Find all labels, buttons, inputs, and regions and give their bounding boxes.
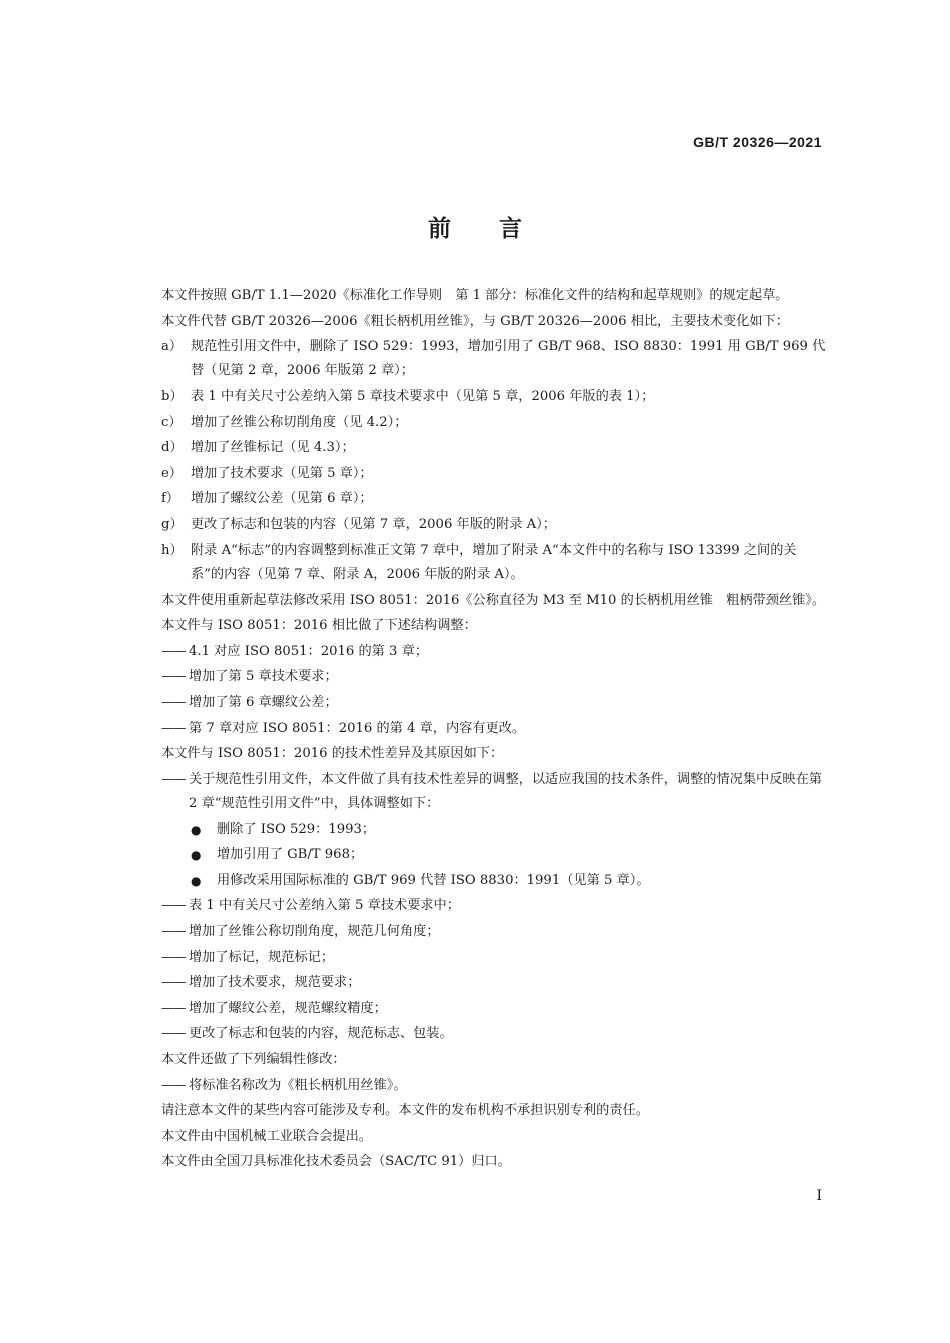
dash-marker: —— (161, 1026, 186, 1042)
structure-paragraph (161, 614, 826, 638)
list-item (161, 971, 826, 995)
list-item (161, 997, 826, 1021)
bullet-text: 用修改采用国际标准的 GB/T 969 代替 ISO 8830：1991（见第 5 章）。 (217, 872, 650, 888)
list-marker: b） (161, 389, 183, 405)
list-item (161, 946, 826, 970)
dash-marker: —— (161, 898, 186, 914)
list-item (161, 487, 826, 511)
bullet-icon: ● (191, 822, 202, 837)
list-item (161, 665, 826, 689)
list-item (161, 717, 826, 741)
list-item-text: 增加了螺纹公差（见第 6 章）； (191, 491, 373, 507)
standard-code: GB/T 20326—2021 (693, 134, 822, 150)
list-item (161, 768, 826, 817)
list-marker: f） (161, 491, 180, 507)
list-item-text: 4.1 对应 ISO 8051：2016 的第 3 章； (189, 643, 429, 659)
intro-paragraph (161, 284, 826, 308)
list-item-text: 更改了标志和包装的内容，规范标志、包装。 (189, 1026, 453, 1042)
bullet-item (161, 818, 826, 842)
dash-marker: —— (161, 771, 186, 787)
list-item (161, 436, 826, 460)
bullet-text: 删除了 ISO 529：1993； (217, 821, 376, 837)
tech-diff-paragraph (161, 742, 826, 766)
list-marker: a） (161, 339, 183, 355)
list-item-text: 表 1 中有关尺寸公差纳入第 5 章技术要求中； (189, 898, 460, 914)
dash-marker: —— (161, 669, 186, 685)
list-marker: h） (161, 542, 183, 558)
bullet-icon: ● (191, 848, 202, 863)
list-item (161, 385, 826, 409)
list-item-text: 第 7 章对应 ISO 8051：2016 的第 4 章，内容有更改。 (189, 720, 526, 736)
paragraph-text: 本文件按照 GB/T 1.1—2020《标准化工作导则 第 1 部分：标准化文件的结构和起草规则》的规定起草。 (161, 288, 789, 303)
list-marker: g） (161, 517, 183, 533)
list-item (161, 920, 826, 944)
list-item-text: 附录 A“标志”的内容调整到标准正文第 7 章中，增加了附录 A“本文件中的名称与 ISO 13399 之间的关系”的内容（见第 7 章、附录 A，2006 年版的附录 A）。 (191, 542, 797, 582)
list-item-text: 增加了丝锥标记（见 4.3）； (191, 440, 355, 456)
list-item-text: 表 1 中有关尺寸公差纳入第 5 章技术要求中（见第 5 章，2006 年版的表 1）； (191, 389, 655, 405)
paragraph-text: 本文件使用重新起草法修改采用 ISO 8051：2016《公称直径为 M3 至 M10 的长柄机用丝锥 粗柄带颈丝锥》。 (161, 592, 826, 608)
bullet-icon: ● (191, 873, 202, 888)
adoption-paragraph (161, 589, 826, 613)
list-marker: c） (161, 414, 182, 430)
list-item-text: 更改了标志和包装的内容（见第 7 章，2006 年版的附录 A）； (191, 517, 556, 533)
list-item-text: 增加了丝锥公称切削角度（见 4.2）； (191, 414, 408, 430)
dash-marker: —— (161, 949, 186, 965)
list-item (161, 462, 826, 486)
dash-marker: —— (161, 694, 186, 710)
list-item (161, 691, 826, 715)
paragraph-text: 本文件由中国机械工业联合会提出。 (161, 1128, 372, 1144)
list-item-text: 增加了第 6 章螺纹公差； (189, 694, 338, 710)
committee-paragraph (161, 1150, 826, 1174)
list-item (161, 335, 826, 384)
dash-marker: —— (161, 1077, 186, 1093)
list-marker: e） (161, 465, 182, 481)
list-item-text: 增加了第 5 章技术要求； (189, 669, 338, 685)
list-item (161, 539, 826, 588)
list-item-text: 增加了螺纹公差，规范螺纹精度； (189, 1000, 387, 1016)
proposer-paragraph (161, 1125, 826, 1149)
paragraph-text: 请注意本文件的某些内容可能涉及专利。本文件的发布机构不承担识别专利的责任。 (161, 1103, 649, 1119)
list-item (161, 1074, 826, 1098)
replacement-paragraph (161, 310, 826, 334)
dash-marker: —— (161, 975, 186, 991)
editorial-paragraph (161, 1048, 826, 1072)
list-item (161, 1022, 826, 1046)
paragraph-text: 本文件与 ISO 8051：2016 的技术性差异及其原因如下： (161, 746, 504, 762)
dash-marker: —— (161, 720, 186, 736)
list-item (161, 894, 826, 918)
paragraph-text: 本文件代替 GB/T 20326—2006《粗长柄机用丝锥》，与 GB/T 20326—2006 相比，主要技术变化如下： (161, 313, 789, 329)
list-item-text: 将标准名称改为《粗长柄机用丝锥》。 (189, 1077, 407, 1093)
list-item-text: 增加了技术要求，规范要求； (189, 975, 361, 991)
list-item-text: 增加了丝锥公称切削角度，规范几何角度； (189, 923, 440, 939)
list-item-text: 规范性引用文件中，删除了 ISO 529：1993，增加引用了 GB/T 968、ISO 8830：1991 用 GB/T 969 代替（见第 2 章，2006 年版第 2 章）； (191, 339, 826, 379)
list-item-text: 增加了技术要求（见第 5 章）； (191, 465, 373, 481)
page-title: 前言 (428, 215, 570, 242)
list-item (161, 640, 826, 664)
paragraph-text: 本文件由全国刀具标准化技术委员会（SAC/TC 91）归口。 (161, 1154, 511, 1170)
paragraph-text: 本文件还做了下列编辑性修改： (161, 1051, 346, 1067)
bullet-item (161, 869, 826, 893)
dash-marker: —— (161, 923, 186, 939)
list-item (161, 411, 826, 435)
list-marker: d） (161, 440, 183, 456)
list-item-text: 关于规范性引用文件，本文件做了具有技术性差异的调整，以适应我国的技术条件，调整的情况集中反映在第 2 章“规范性引用文件”中，具体调整如下： (189, 771, 822, 811)
dash-marker: —— (161, 1000, 186, 1016)
dash-marker: —— (161, 643, 186, 659)
document-body (161, 284, 826, 1176)
list-item-text: 增加了标记，规范标记； (189, 949, 335, 965)
patent-paragraph (161, 1099, 826, 1123)
paragraph-text: 本文件与 ISO 8051：2016 相比做了下述结构调整： (161, 618, 477, 634)
bullet-item (161, 843, 826, 867)
bullet-text: 增加引用了 GB/T 968； (217, 847, 364, 863)
page-number: I (816, 1188, 822, 1204)
list-item (161, 513, 826, 537)
